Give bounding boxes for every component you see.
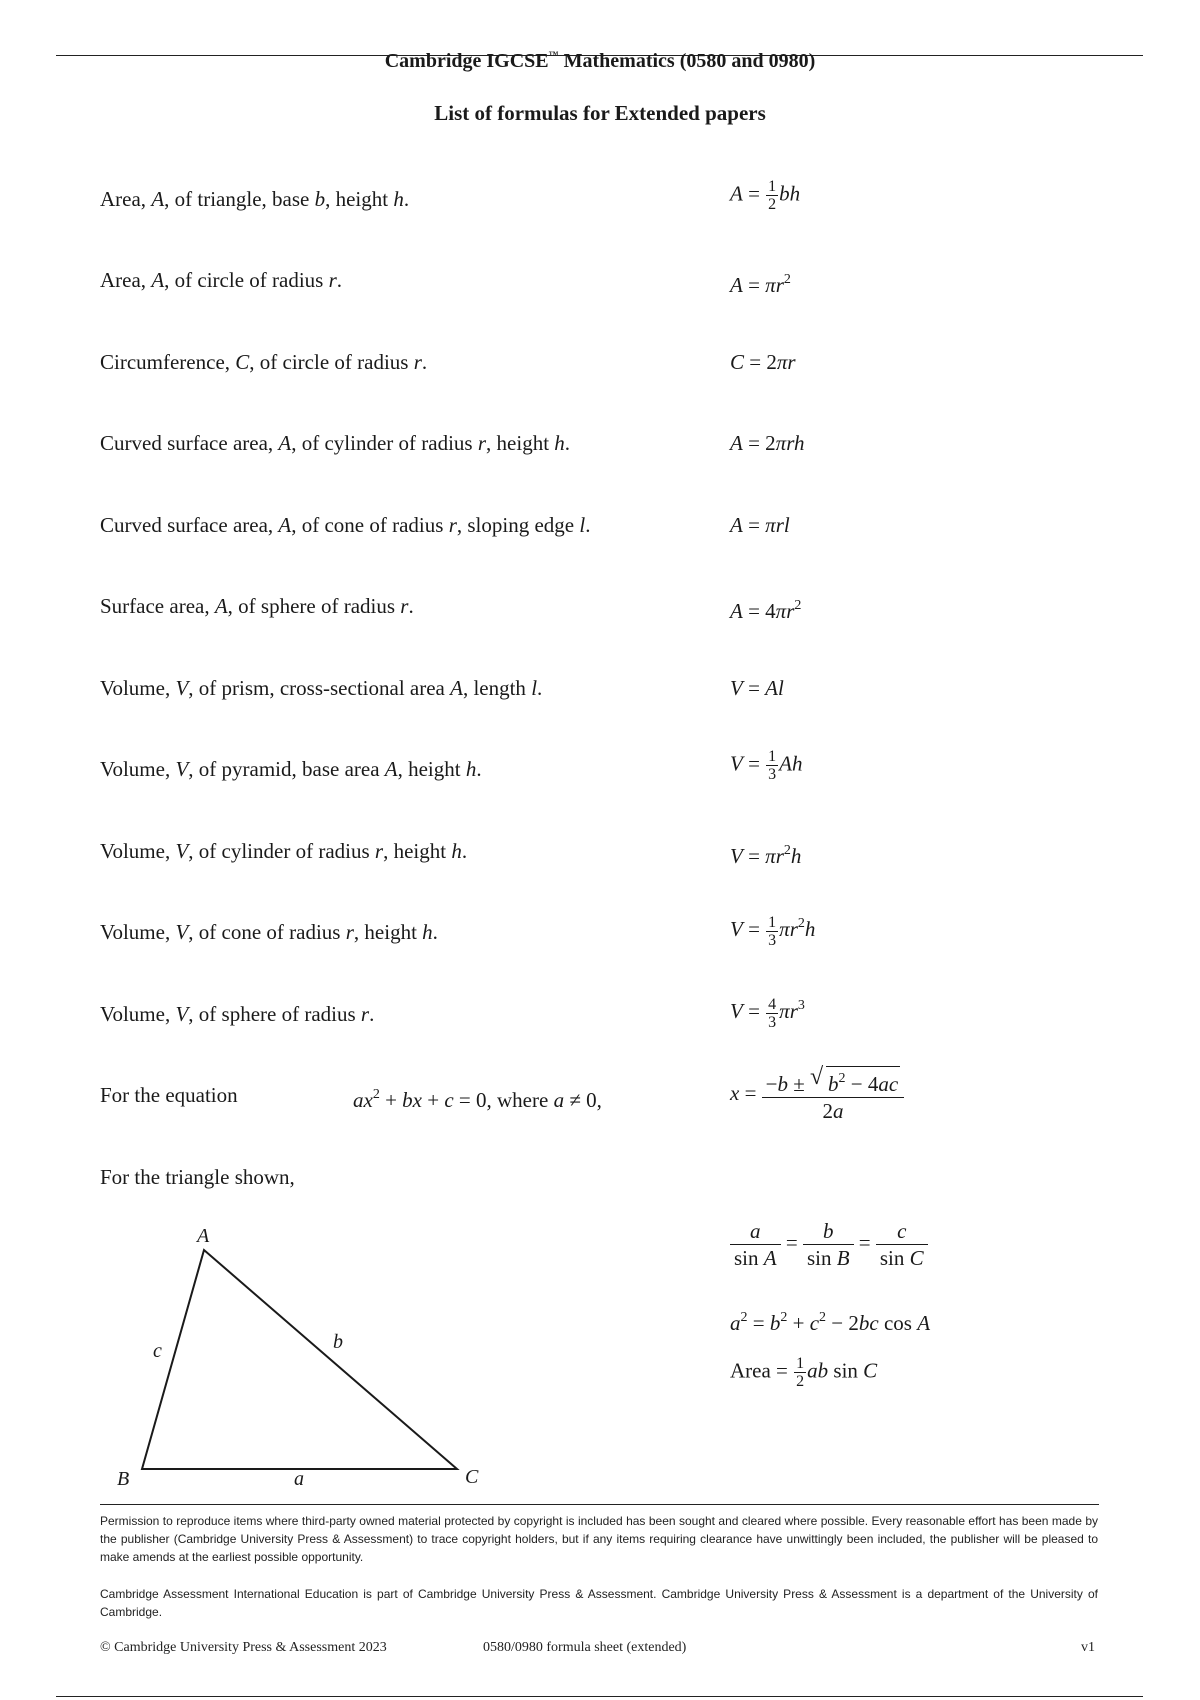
quadratic-label: For the equation [100,1083,238,1107]
formula-label: Volume, V, of cylinder of radius r, height h. [100,839,468,863]
copyright-text: © Cambridge University Press & Assessment 2023 [100,1640,387,1655]
formula-label: Circumference, C, of circle of radius r. [100,350,428,374]
formula-label: Surface area, A, of sphere of radius r. [100,594,414,618]
formula-expression: C = 2πr [730,350,796,374]
formula-expression: V = Al [730,676,784,700]
version-label: v1 [1081,1640,1095,1655]
formula-expression: $V = \pi r^2h$ [730,843,802,868]
formula-expression: V = $\frac{4}{3}$ $\pi r^3$ [730,995,805,1031]
formula-label: Volume, V, of pyramid, base area A, height h. [100,757,482,781]
cosine-rule: $a^2 = b^2 + c^2 - 2bc$ cos A [730,1310,931,1335]
side-a-label: a [294,1468,304,1490]
formula-label: Curved surface area, A, of cone of radius r, sloping edge l. [100,513,591,537]
formula-expression: V = $\frac{1}{3}$ Ah [730,748,803,783]
formula-expression: V = $\frac{1}{3}$ $\pi r^2h$ [730,913,816,949]
vertex-a-label: A [197,1225,210,1247]
formula-expression: A = $\frac{1}{2}$ bh [730,178,801,213]
sine-rule: $\frac{a}{\text{sin A}}$ = $\frac{b}{\text{sin B}}$ = $\frac{c}{\text{sin C}}$ [730,1218,928,1271]
side-b-label: b [333,1331,343,1353]
formula-label: Curved surface area, A, of cylinder of radius r, height h. [100,431,571,455]
sheet-code: 0580/0980 formula sheet (extended) [483,1640,687,1655]
formula-expression: A = 2πrh [730,431,805,455]
formula-expression: $A = \pi r^2$ [730,272,791,297]
permission-notice: Permission to reproduce items where third-party owned material protected by copyright is included has been sought and cleared where possible. Every reasonable effort has been made by the publisher (Cambridge University Press & Assessment) to trace copyright holders, but if any items requiring clearance have unwittingly been included, the publisher will be pleased to make amends at the earliest possible opportunity. [100,1514,1098,1564]
formula-label: Volume, V, of sphere of radius r. [100,1002,375,1026]
triangle-area-formula: Area = $\frac{1}{2}$ ab sin C [730,1355,878,1390]
vertex-c-label: C [465,1466,479,1488]
formula-label: Area, A, of circle of radius r. [100,268,343,292]
document-title: Cambridge IGCSE™ Mathematics (0580 and 0980) [384,50,816,72]
quadratic-formula: x = −b ± √ $b^2 - 4ac$ 2a [730,1066,904,1124]
formula-expression: A = πrl [730,513,790,537]
footer-rule [100,1504,1099,1505]
triangle-diagram [100,1215,520,1495]
vertex-b-label: B [117,1468,130,1490]
document-subtitle: List of formulas for Extended papers [434,101,766,125]
bottom-rule [56,1696,1143,1697]
side-c-label: c [153,1340,162,1362]
triangle-intro: For the triangle shown, [100,1165,295,1189]
formula-label: Area, A, of triangle, base b, height h. [100,187,410,211]
quadratic-equation: $ax^2$ + bx + c = 0, where a ≠ 0, [353,1087,602,1112]
organisation-notice: Cambridge Assessment International Education is part of Cambridge University Press & Assessment. Cambridge University Press & Assessment is a department of the University of Cambridge. [100,1587,1098,1619]
formula-expression: $A = 4\pi r^2$ [730,598,802,623]
triangle-shape [142,1250,457,1469]
formula-label: Volume, V, of prism, cross-sectional area A, length l. [100,676,543,700]
formula-label: Volume, V, of cone of radius r, height h. [100,920,438,944]
